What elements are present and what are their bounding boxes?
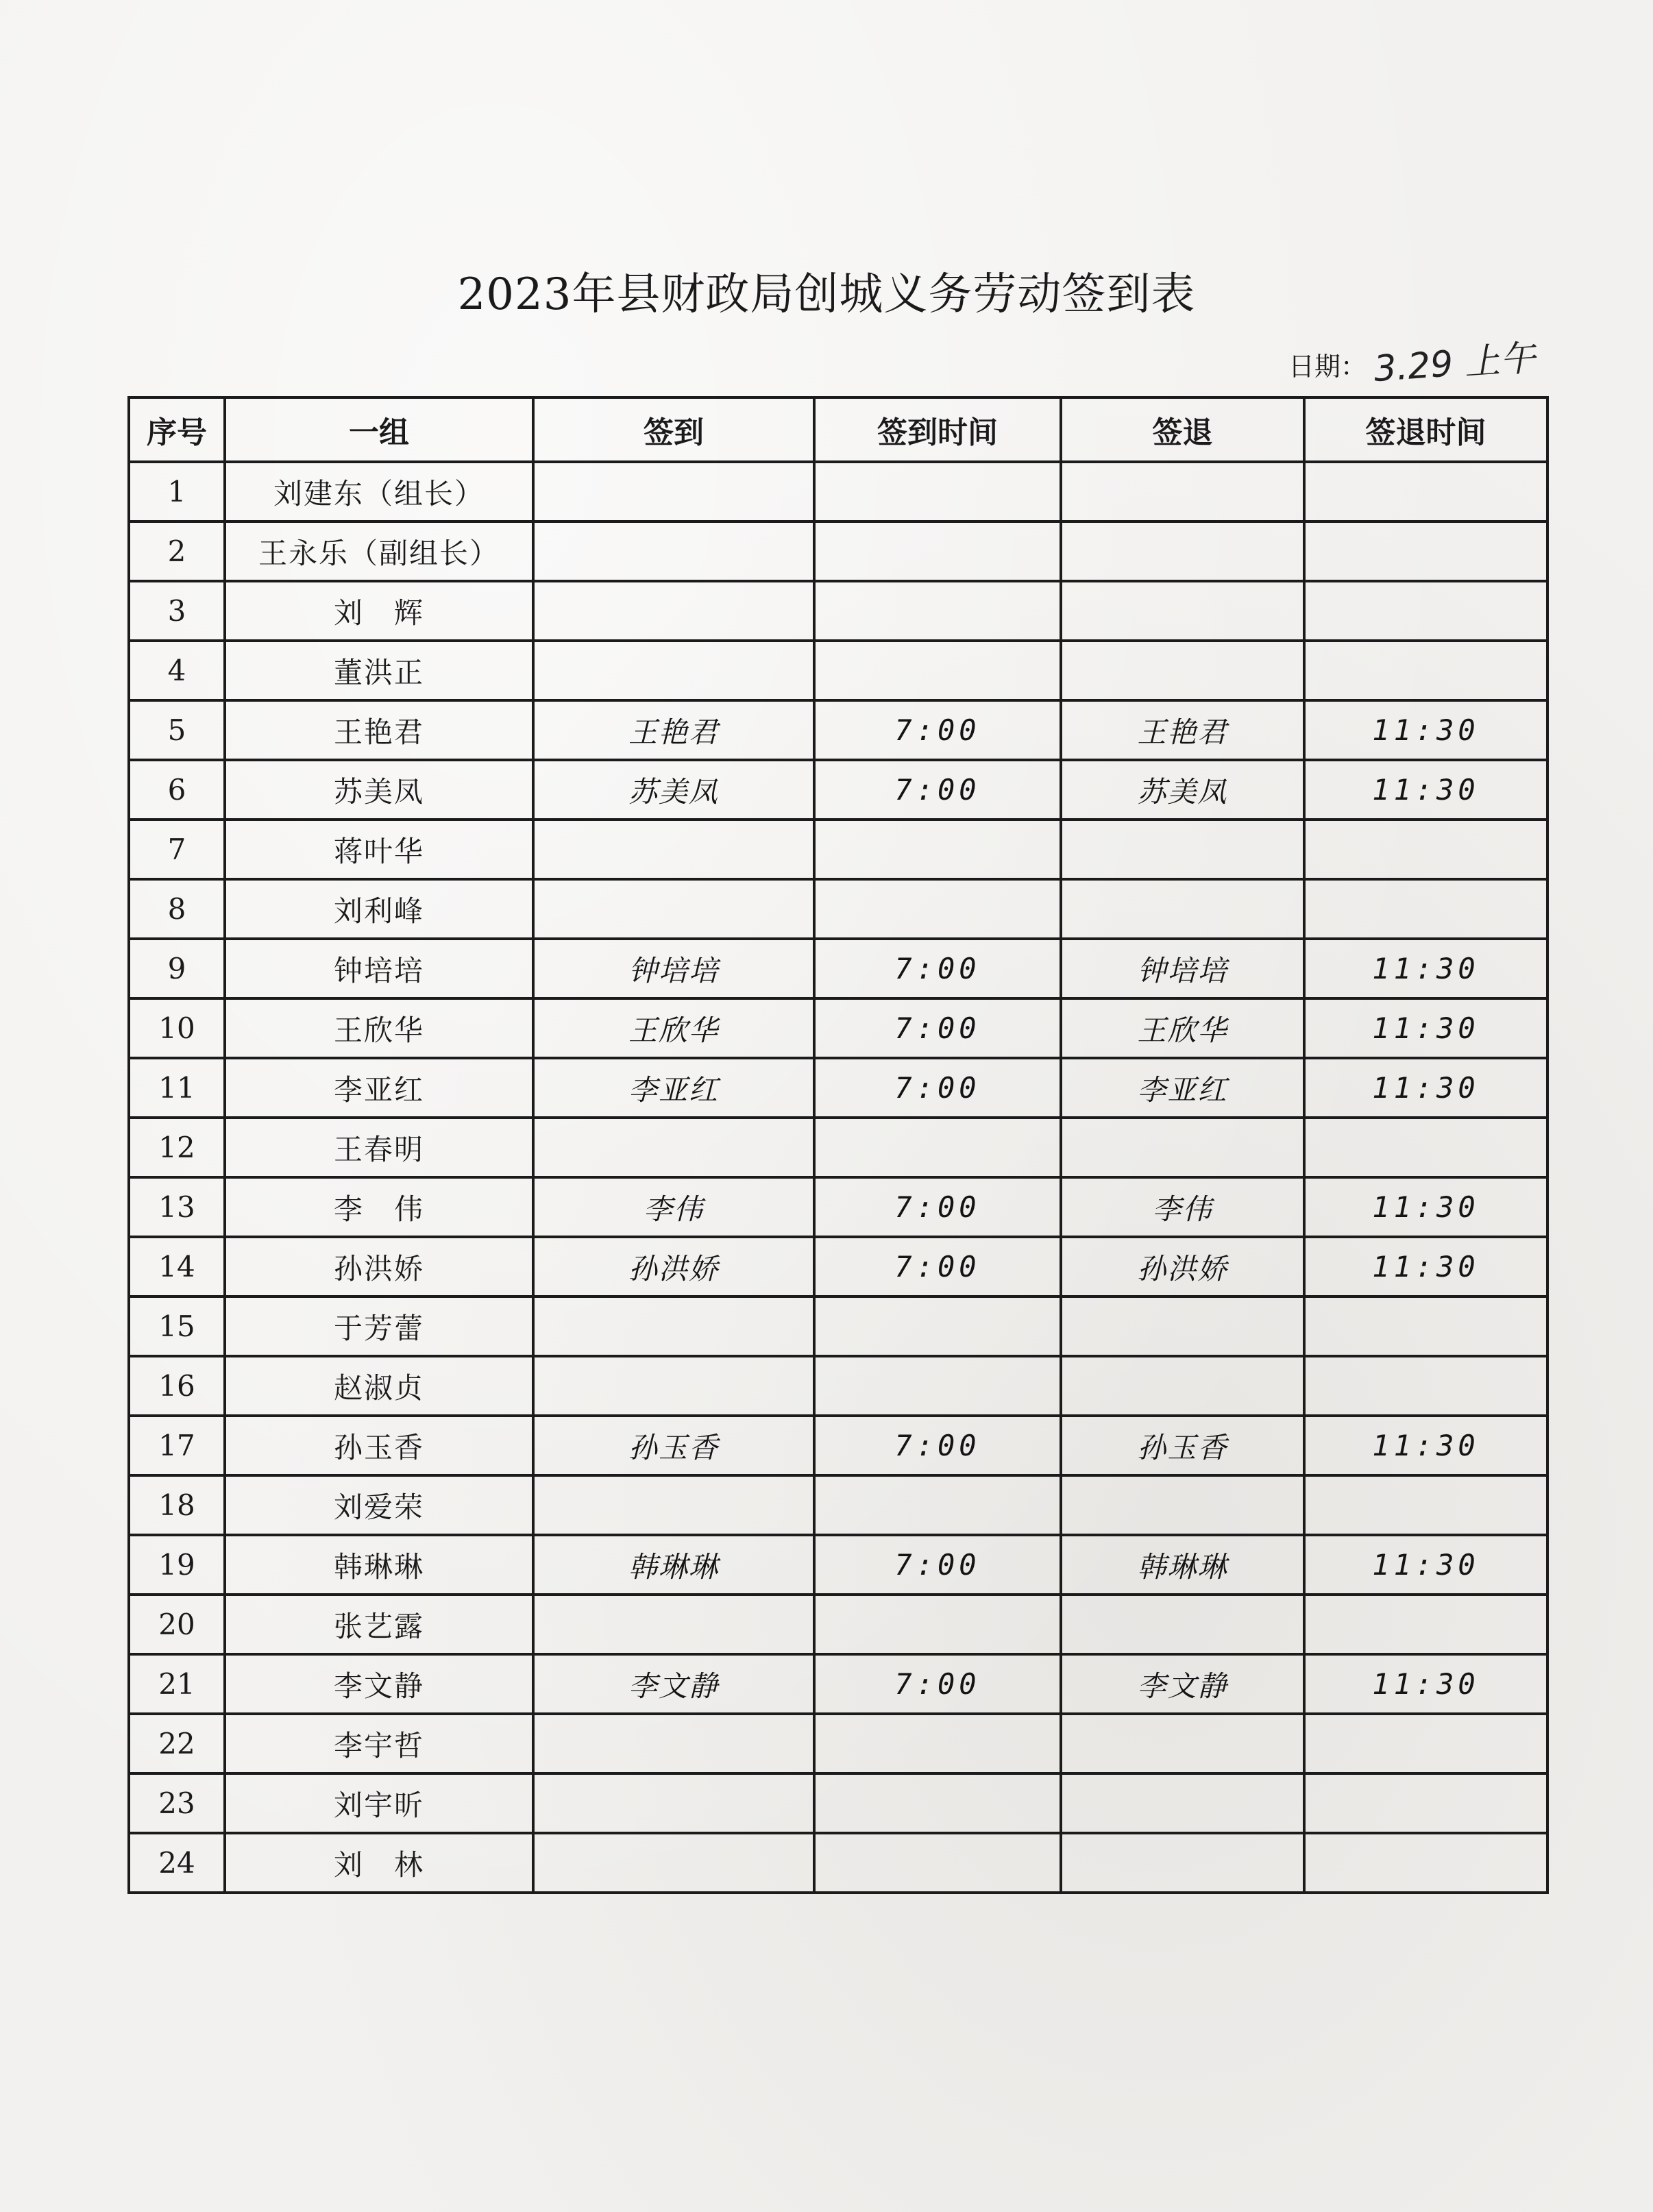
sign-out-time-cell [1304, 1356, 1547, 1416]
sign-in-signature [533, 1356, 814, 1416]
sign-out-time-cell [1304, 1475, 1547, 1535]
sign-in-time-cell [814, 879, 1061, 939]
name-cell: 王永乐（副组长） [225, 521, 533, 581]
sign-in-time-cell: 7:00 [814, 1177, 1061, 1237]
sign-out-signature [1061, 641, 1304, 700]
serial-cell: 19 [129, 1535, 225, 1595]
sign-in-time-cell: 7:00 [814, 700, 1061, 760]
sign-in-time-cell: 7:00 [814, 1535, 1061, 1595]
sign-out-signature: 王欣华 [1061, 998, 1304, 1058]
name-cell: 赵淑贞 [225, 1356, 533, 1416]
table-row [129, 879, 1547, 939]
sign-out-time-cell: 11:30 [1304, 1177, 1547, 1237]
serial-cell: 2 [129, 521, 225, 581]
serial-cell: 21 [129, 1654, 225, 1714]
name-cell: 李 伟 [225, 1177, 533, 1237]
sign-out-time-cell: 11:30 [1304, 760, 1547, 820]
sign-in-signature: 李伟 [533, 1177, 814, 1237]
sign-in-time-cell [814, 820, 1061, 879]
sign-out-time-cell: 11:30 [1304, 998, 1547, 1058]
sign-in-signature [533, 1118, 814, 1177]
table-row [129, 1833, 1547, 1893]
table-row [129, 1118, 1547, 1177]
sign-out-signature [1061, 879, 1304, 939]
table-row [129, 939, 1547, 998]
table-row [129, 820, 1547, 879]
sign-out-time-cell [1304, 1297, 1547, 1356]
sign-out-signature: 孙玉香 [1061, 1416, 1304, 1475]
sign-out-time-cell [1304, 462, 1547, 521]
serial-cell: 1 [129, 462, 225, 521]
sign-out-signature [1061, 1833, 1304, 1893]
sign-in-signature: 王欣华 [533, 998, 814, 1058]
name-cell: 刘宇昕 [225, 1773, 533, 1833]
sign-out-signature [1061, 1356, 1304, 1416]
name-cell: 刘爱荣 [225, 1475, 533, 1535]
sign-out-time-cell: 11:30 [1304, 1535, 1547, 1595]
sign-in-time-cell [814, 521, 1061, 581]
sign-in-signature [533, 1595, 814, 1654]
sign-out-time-cell: 11:30 [1304, 1237, 1547, 1297]
date-row [1288, 334, 1537, 391]
name-cell: 钟培培 [225, 939, 533, 998]
table-row [129, 581, 1547, 641]
sign-in-table [127, 396, 1549, 1894]
serial-cell: 10 [129, 998, 225, 1058]
serial-cell: 13 [129, 1177, 225, 1237]
serial-cell: 16 [129, 1356, 225, 1416]
sign-in-signature: 王艳君 [533, 700, 814, 760]
sign-in-signature [533, 1773, 814, 1833]
name-cell: 王艳君 [225, 700, 533, 760]
name-cell: 孙洪娇 [225, 1237, 533, 1297]
table-row [129, 1475, 1547, 1535]
sign-out-time-cell [1304, 879, 1547, 939]
sign-out-time-cell [1304, 1118, 1547, 1177]
sign-out-time-cell [1304, 1773, 1547, 1833]
table-row [129, 1654, 1547, 1714]
sign-out-time-cell: 11:30 [1304, 1654, 1547, 1714]
serial-cell: 8 [129, 879, 225, 939]
table-row [129, 521, 1547, 581]
sign-in-time-cell [814, 1595, 1061, 1654]
name-cell: 韩琳琳 [225, 1535, 533, 1595]
sign-out-signature [1061, 521, 1304, 581]
header-sign-out-time: 签退时间 [1304, 397, 1547, 462]
sign-in-time-cell [814, 1773, 1061, 1833]
page-title: 2023年县财政局创城义务劳动签到表 [457, 269, 1196, 320]
table-row [129, 1535, 1547, 1595]
table-row [129, 1177, 1547, 1237]
sign-in-time-cell [814, 1714, 1061, 1773]
sign-in-signature: 钟培培 [533, 939, 814, 998]
table-row [129, 462, 1547, 521]
sign-in-time-cell: 7:00 [814, 1058, 1061, 1118]
name-cell: 于芳蕾 [225, 1297, 533, 1356]
sign-out-signature: 韩琳琳 [1061, 1535, 1304, 1595]
sign-out-time-cell [1304, 1833, 1547, 1893]
sign-out-signature: 李伟 [1061, 1177, 1304, 1237]
table-header-row [129, 397, 1547, 462]
table-row [129, 1297, 1547, 1356]
serial-cell: 20 [129, 1595, 225, 1654]
sign-out-time-cell: 11:30 [1304, 700, 1547, 760]
serial-cell: 22 [129, 1714, 225, 1773]
sign-out-signature [1061, 1475, 1304, 1535]
sign-in-signature [533, 1297, 814, 1356]
table-row [129, 1237, 1547, 1297]
header-sign-in-time: 签到时间 [814, 397, 1061, 462]
serial-cell: 23 [129, 1773, 225, 1833]
table-row [129, 1714, 1547, 1773]
name-cell: 李亚红 [225, 1058, 533, 1118]
name-cell: 李宇哲 [225, 1714, 533, 1773]
sign-in-time-cell: 7:00 [814, 1416, 1061, 1475]
name-cell: 李文静 [225, 1654, 533, 1714]
table-row [129, 1773, 1547, 1833]
table-row [129, 1595, 1547, 1654]
sign-out-signature [1061, 1714, 1304, 1773]
name-cell: 蒋叶华 [225, 820, 533, 879]
header-sign-in: 签到 [533, 397, 814, 462]
serial-cell: 9 [129, 939, 225, 998]
name-cell: 张艺露 [225, 1595, 533, 1654]
header-group: 一组 [225, 397, 533, 462]
sign-out-time-cell [1304, 1714, 1547, 1773]
sign-in-time-cell [814, 1833, 1061, 1893]
sign-in-signature: 苏美凤 [533, 760, 814, 820]
header-serial: 序号 [129, 397, 225, 462]
table-row [129, 1416, 1547, 1475]
name-cell: 董洪正 [225, 641, 533, 700]
sign-in-signature [533, 879, 814, 939]
sign-in-time-cell: 7:00 [814, 760, 1061, 820]
sign-in-signature: 韩琳琳 [533, 1535, 814, 1595]
sign-out-signature: 李亚红 [1061, 1058, 1304, 1118]
sign-out-time-cell [1304, 1595, 1547, 1654]
date-value: 3.29 上午 [1372, 337, 1537, 391]
sign-out-signature [1061, 1595, 1304, 1654]
table-row [129, 1356, 1547, 1416]
sign-out-time-cell: 11:30 [1304, 1058, 1547, 1118]
sign-out-time-cell: 11:30 [1304, 939, 1547, 998]
name-cell: 刘利峰 [225, 879, 533, 939]
sign-in-time-cell [814, 1356, 1061, 1416]
sign-out-signature [1061, 462, 1304, 521]
sign-in-time-cell: 7:00 [814, 1237, 1061, 1297]
name-cell: 刘 林 [225, 1833, 533, 1893]
sign-in-signature [533, 1833, 814, 1893]
sign-in-signature [533, 1714, 814, 1773]
sign-in-time-cell [814, 1475, 1061, 1535]
serial-cell: 6 [129, 760, 225, 820]
serial-cell: 11 [129, 1058, 225, 1118]
sign-out-time-cell [1304, 641, 1547, 700]
serial-cell: 15 [129, 1297, 225, 1356]
table-body [129, 462, 1547, 1893]
serial-cell: 7 [129, 820, 225, 879]
sign-in-signature [533, 581, 814, 641]
sign-in-signature [533, 820, 814, 879]
table-row [129, 1058, 1547, 1118]
sign-in-signature: 李文静 [533, 1654, 814, 1714]
sign-out-signature [1061, 1297, 1304, 1356]
serial-cell: 3 [129, 581, 225, 641]
name-cell: 王春明 [225, 1118, 533, 1177]
sign-in-time-cell [814, 641, 1061, 700]
table-row [129, 700, 1547, 760]
serial-cell: 4 [129, 641, 225, 700]
serial-cell: 24 [129, 1833, 225, 1893]
sign-out-time-cell: 11:30 [1304, 1416, 1547, 1475]
header-sign-out: 签退 [1061, 397, 1304, 462]
table-row [129, 998, 1547, 1058]
sign-in-signature: 孙洪娇 [533, 1237, 814, 1297]
sign-out-time-cell [1304, 581, 1547, 641]
sign-in-time-cell [814, 1297, 1061, 1356]
sign-out-signature [1061, 1773, 1304, 1833]
sign-out-signature [1061, 581, 1304, 641]
sign-in-time-cell: 7:00 [814, 939, 1061, 998]
sign-in-signature [533, 1475, 814, 1535]
sign-out-signature: 王艳君 [1061, 700, 1304, 760]
sign-out-time-cell [1304, 521, 1547, 581]
serial-cell: 17 [129, 1416, 225, 1475]
sign-out-signature: 苏美凤 [1061, 760, 1304, 820]
sign-out-signature: 孙洪娇 [1061, 1237, 1304, 1297]
name-cell: 孙玉香 [225, 1416, 533, 1475]
table-row [129, 641, 1547, 700]
name-cell: 王欣华 [225, 998, 533, 1058]
name-cell: 刘建东（组长） [225, 462, 533, 521]
sign-in-signature: 孙玉香 [533, 1416, 814, 1475]
sign-in-time-cell: 7:00 [814, 998, 1061, 1058]
table-row [129, 760, 1547, 820]
name-cell: 刘 辉 [225, 581, 533, 641]
sign-in-time-cell [814, 462, 1061, 521]
sign-out-signature [1061, 1118, 1304, 1177]
sign-in-time-cell [814, 1118, 1061, 1177]
sign-in-time-cell: 7:00 [814, 1654, 1061, 1714]
serial-cell: 18 [129, 1475, 225, 1535]
serial-cell: 14 [129, 1237, 225, 1297]
sign-out-signature: 钟培培 [1061, 939, 1304, 998]
serial-cell: 12 [129, 1118, 225, 1177]
name-cell: 苏美凤 [225, 760, 533, 820]
sign-out-time-cell [1304, 820, 1547, 879]
sign-in-signature: 李亚红 [533, 1058, 814, 1118]
sign-in-signature [533, 462, 814, 521]
date-label: 日期： [1288, 352, 1367, 382]
sign-in-signature [533, 641, 814, 700]
serial-cell: 5 [129, 700, 225, 760]
sign-out-signature: 李文静 [1061, 1654, 1304, 1714]
sign-out-signature [1061, 820, 1304, 879]
sign-in-time-cell [814, 581, 1061, 641]
sign-in-signature [533, 521, 814, 581]
